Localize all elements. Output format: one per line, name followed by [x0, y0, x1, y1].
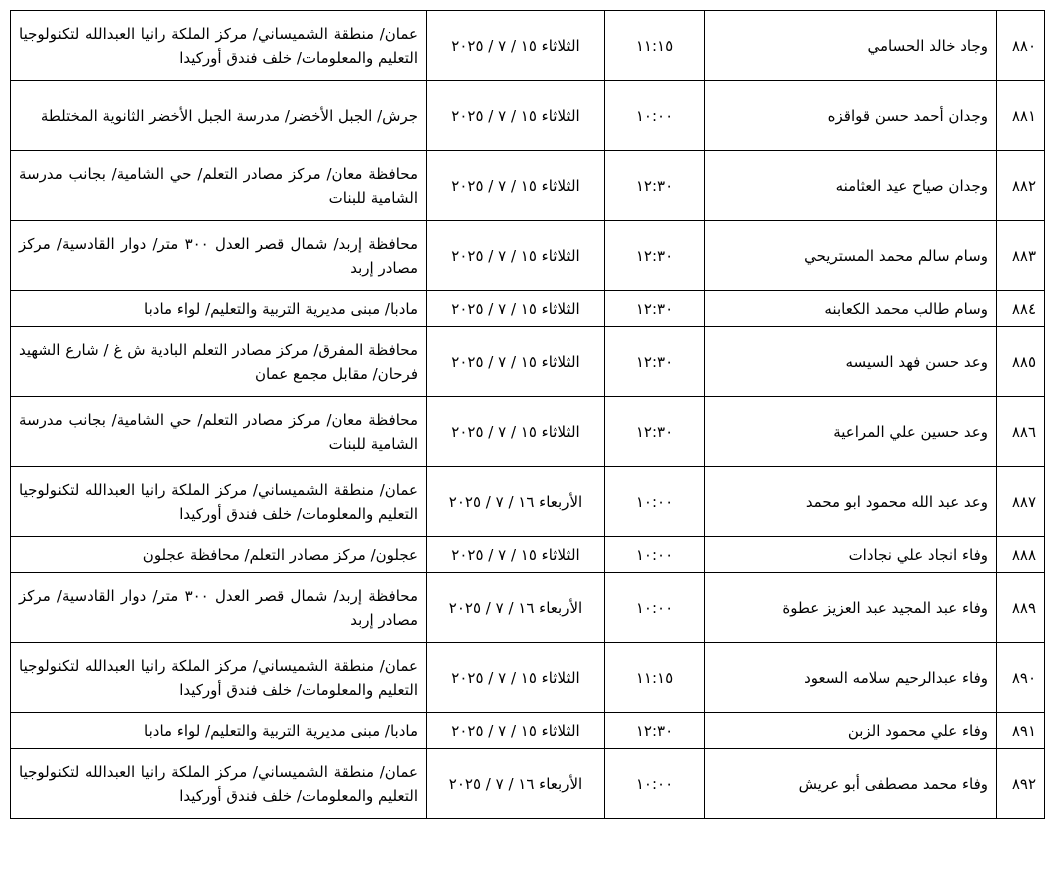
row-number: ٨٩٢	[997, 749, 1045, 819]
participant-name: وعد حسن فهد السيسه	[705, 327, 997, 397]
row-number: ٨٨٥	[997, 327, 1045, 397]
row-number: ٨٨٦	[997, 397, 1045, 467]
exam-date: الثلاثاء ١٥ / ٧ / ٢٠٢٥	[427, 81, 605, 151]
exam-time: ١١:١٥	[605, 643, 705, 713]
exam-date: الثلاثاء ١٥ / ٧ / ٢٠٢٥	[427, 397, 605, 467]
table-row	[11, 291, 1045, 327]
exam-date: الثلاثاء ١٥ / ٧ / ٢٠٢٥	[427, 291, 605, 327]
exam-location: جرش/ الجبل الأخضر/ مدرسة الجبل الأخضر الثانوية المختلطة	[11, 81, 427, 151]
exam-time: ١١:١٥	[605, 11, 705, 81]
row-number: ٨٨٧	[997, 467, 1045, 537]
participant-name: وفاء علي محمود الزبن	[705, 713, 997, 749]
exam-date: الأربعاء ١٦ / ٧ / ٢٠٢٥	[427, 573, 605, 643]
exam-time: ١٢:٣٠	[605, 291, 705, 327]
exam-location: محافظة معان/ مركز مصادر التعلم/ حي الشامية/ بجانب مدرسة الشامية للبنات	[11, 397, 427, 467]
table-row	[11, 573, 1045, 643]
exam-time: ١٠:٠٠	[605, 749, 705, 819]
exam-location: عمان/ منطقة الشميساني/ مركز الملكة رانيا العبدالله لتكنولوجيا التعليم والمعلومات/ خلف فندق أوركيدا	[11, 749, 427, 819]
exam-time: ١٠:٠٠	[605, 467, 705, 537]
exam-location: محافظة إربد/ شمال قصر العدل ٣٠٠ متر/ دوار القادسية/ مركز مصادر إربد	[11, 573, 427, 643]
exam-location: مادبا/ مبنى مديرية التربية والتعليم/ لواء مادبا	[11, 291, 427, 327]
participant-name: وجدان أحمد حسن قواقزه	[705, 81, 997, 151]
participant-name: وعد عبد الله محمود ابو محمد	[705, 467, 997, 537]
exam-location: عمان/ منطقة الشميساني/ مركز الملكة رانيا العبدالله لتكنولوجيا التعليم والمعلومات/ خلف فندق أوركيدا	[11, 643, 427, 713]
exam-date: الثلاثاء ١٥ / ٧ / ٢٠٢٥	[427, 327, 605, 397]
participant-name: وجدان صياح عيد العثامنه	[705, 151, 997, 221]
participant-name: وفاء انجاد علي نجادات	[705, 537, 997, 573]
exam-date: الثلاثاء ١٥ / ٧ / ٢٠٢٥	[427, 221, 605, 291]
participant-name: وفاء عبدالرحيم سلامه السعود	[705, 643, 997, 713]
exam-time: ١٠:٠٠	[605, 81, 705, 151]
table-row	[11, 467, 1045, 537]
participant-name: وعد حسين علي المراعية	[705, 397, 997, 467]
exam-time: ١٢:٣٠	[605, 221, 705, 291]
participant-name: وفاء عبد المجيد عبد العزيز عطوة	[705, 573, 997, 643]
exam-time: ١٠:٠٠	[605, 537, 705, 573]
exam-time: ١٢:٣٠	[605, 713, 705, 749]
table-row	[11, 327, 1045, 397]
table-row	[11, 397, 1045, 467]
row-number: ٨٨٢	[997, 151, 1045, 221]
exam-time: ١٢:٣٠	[605, 397, 705, 467]
exam-date: الثلاثاء ١٥ / ٧ / ٢٠٢٥	[427, 11, 605, 81]
exam-location: محافظة المفرق/ مركز مصادر التعلم البادية ش غ / شارع الشهيد فرحان/ مقابل مجمع عمان	[11, 327, 427, 397]
row-number: ٨٨٨	[997, 537, 1045, 573]
exam-location: عمان/ منطقة الشميساني/ مركز الملكة رانيا العبدالله لتكنولوجيا التعليم والمعلومات/ خلف فندق أوركيدا	[11, 467, 427, 537]
exam-time: ١٠:٠٠	[605, 573, 705, 643]
exam-date: الأربعاء ١٦ / ٧ / ٢٠٢٥	[427, 749, 605, 819]
exam-date: الثلاثاء ١٥ / ٧ / ٢٠٢٥	[427, 643, 605, 713]
exam-time: ١٢:٣٠	[605, 327, 705, 397]
exam-location: محافظة معان/ مركز مصادر التعلم/ حي الشامية/ بجانب مدرسة الشامية للبنات	[11, 151, 427, 221]
schedule-table	[10, 10, 1045, 819]
exam-location: مادبا/ مبنى مديرية التربية والتعليم/ لواء مادبا	[11, 713, 427, 749]
table-row	[11, 151, 1045, 221]
table-row	[11, 81, 1045, 151]
exam-date: الثلاثاء ١٥ / ٧ / ٢٠٢٥	[427, 151, 605, 221]
participant-name: وسام طالب محمد الكعابنه	[705, 291, 997, 327]
row-number: ٨٩٠	[997, 643, 1045, 713]
row-number: ٨٨٣	[997, 221, 1045, 291]
exam-location: عمان/ منطقة الشميساني/ مركز الملكة رانيا العبدالله لتكنولوجيا التعليم والمعلومات/ خلف فندق أوركيدا	[11, 11, 427, 81]
exam-date: الأربعاء ١٦ / ٧ / ٢٠٢٥	[427, 467, 605, 537]
exam-date: الثلاثاء ١٥ / ٧ / ٢٠٢٥	[427, 713, 605, 749]
exam-date: الثلاثاء ١٥ / ٧ / ٢٠٢٥	[427, 537, 605, 573]
participant-name: وسام سالم محمد المستريحي	[705, 221, 997, 291]
table-row	[11, 221, 1045, 291]
table-row	[11, 537, 1045, 573]
row-number: ٨٩١	[997, 713, 1045, 749]
row-number: ٨٨١	[997, 81, 1045, 151]
participant-name: وفاء محمد مصطفى أبو عريش	[705, 749, 997, 819]
participant-name: وجاد خالد الحسامي	[705, 11, 997, 81]
table-row	[11, 713, 1045, 749]
row-number: ٨٨٤	[997, 291, 1045, 327]
table-row	[11, 749, 1045, 819]
exam-location: محافظة إربد/ شمال قصر العدل ٣٠٠ متر/ دوار القادسية/ مركز مصادر إربد	[11, 221, 427, 291]
row-number: ٨٨٠	[997, 11, 1045, 81]
table-row	[11, 643, 1045, 713]
schedule-table-body	[11, 11, 1045, 819]
table-row	[11, 11, 1045, 81]
exam-time: ١٢:٣٠	[605, 151, 705, 221]
exam-location: عجلون/ مركز مصادر التعلم/ محافظة عجلون	[11, 537, 427, 573]
row-number: ٨٨٩	[997, 573, 1045, 643]
